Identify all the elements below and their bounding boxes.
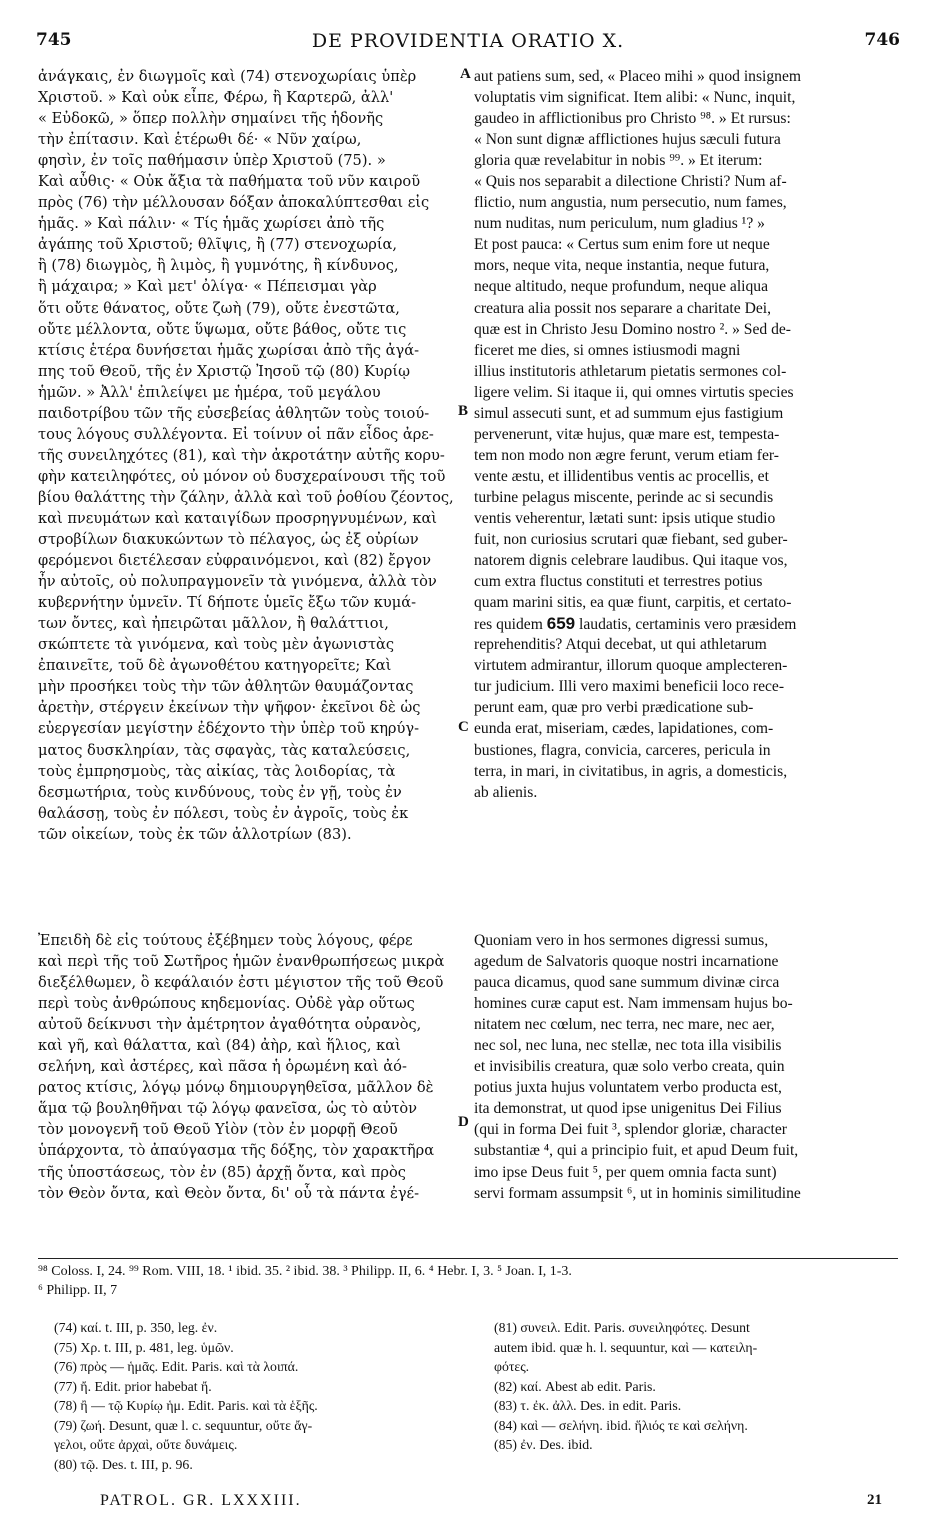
latin-text-line: cum extra fluctus constituti et terrestres potius [474, 573, 763, 591]
greek-text-line: τὴν ἐπίτασιν. Καὶ ἑτέρωθι δέ· « Νῦν χαίρω, [38, 131, 362, 149]
greek-text-line: ἡμῶν. » Ἀλλ' ἐπιλείψει με ἡμέρα, τοῦ μεγάλου [38, 383, 381, 401]
margin-letter-d: D [458, 1114, 469, 1130]
greek-text-line: ἐπαινεῖτε, τοῦ δὲ ἀγωνοθέτου κατηγορεῖτε; Καὶ [38, 657, 392, 675]
greek-text-line: αὐτοῦ δείκνυσι τὴν ἀμέτρητον ἀγαθότητα οὐρανὸς, [38, 1016, 422, 1034]
scripture-footnotes [38, 1262, 898, 1300]
greek-text-line: κυβερνήτην ὑμνεῖν. Τί δήποτε ὑμεῖς ἔξω τῶν κυμά- [38, 594, 417, 612]
latin-text-line: pauca dicamus, quod sane summum divinæ circa [474, 974, 780, 992]
greek-text-line: Καὶ αὖθις· « Οὐκ ἄξια τὰ παθήματα τοῦ νῦν καιροῦ [38, 173, 421, 191]
greek-column-top [38, 66, 456, 845]
latin-text-line: res quidem 659 laudatis, certaminis vero præsidem [474, 614, 797, 634]
latin-text-line: tur judicium. Illi vero maximi beneficii loco rece- [474, 678, 785, 696]
variant-note-line: autem ibid. quæ h. l. sequuntur, καὶ — κατειλη- [494, 1339, 758, 1355]
latin-text-line: simul assecuti sunt, et ad summum ejus fastigium [474, 404, 784, 422]
variant-note-line: (82) καί. Abest ab edit. Paris. [494, 1378, 656, 1394]
greek-text-line: οὔτε μέλλοντα, οὔτε ὕψωμα, οὔτε βάθος, οὔτε τις [38, 320, 407, 338]
latin-text-line: eunda erat, miseriam, cædes, lapidationes, com- [474, 720, 774, 738]
greek-text-line: τὸν μονογενῆ τοῦ Θεοῦ Υἱὸν (τὸν ἐν μορφῇ Θεοῦ [38, 1121, 398, 1139]
sheet-number: 21 [867, 1492, 882, 1508]
latin-text-line: quæ est in Christo Jesu Domino nostro ². » Sed de- [474, 320, 791, 338]
latin-text-line: terra, in mari, in civitatibus, in agris, a domesticis, [474, 762, 788, 780]
latin-text-line: reprehenditis? Atqui decebat, ut qui athletarum [474, 636, 767, 654]
latin-text-line: virtutem admirantur, illorum quoque amplecteren- [474, 657, 788, 675]
variant-note-line: (83) τ. ἐκ. ἀλλ. Des. in edit. Paris. [494, 1398, 682, 1413]
margin-letter-b: B [458, 403, 469, 419]
greek-text-line: ἦν αὐτοῖς, οὐ πολυπραγμονεῖν τὰ γινόμενα, ἀλλὰ τὸν [38, 573, 437, 591]
greek-text-line: πρὸς (76) τὴν μέλλουσαν δόξαν ἀποκαλύπτεσθαι εἰς [38, 194, 430, 212]
greek-text-line: δεσμωτήρια, τοὺς κινδύνους, τοὺς ἐν γῇ, τοὺς ἐν [38, 783, 402, 801]
greek-text-line: καὶ πνευμάτων καὶ καταιγίδων προσρηγνυμένων, καὶ [38, 509, 438, 527]
variant-note-line: (76) πρὸς — ἡμᾶς. Edit. Paris. καὶ τὰ λοιπά. [54, 1359, 299, 1374]
greek-text-line: τῶν οἰκείων, τοὺς ἐκ τῶν ἀλλοτρίων (83). [38, 825, 352, 843]
latin-text-line: (qui in forma Dei fuit ³, splendor gloriæ, character [474, 1121, 787, 1139]
variant-note-line: (80) τῷ. Des. t. III, p. 96. [54, 1456, 193, 1472]
latin-text-line: fuit, non curiosius scrutari quæ fiebant, sed guber- [474, 531, 788, 549]
greek-text-line: πης τοῦ Θεοῦ, τῆς ἐν Χριστῷ Ἰησοῦ τῷ (80) Κυρίῳ [38, 362, 411, 380]
latin-text-line: neque altitudo, neque profundum, neque aliqua [474, 278, 769, 296]
variant-note-line: (78) ἢ — τῷ Κυρίῳ ἡμ. Edit. Paris. καὶ τὰ ἑξῆς. [54, 1398, 318, 1413]
latin-text-line: aut patiens sum, sed, « Placeo mihi » quod insignem [474, 68, 801, 85]
latin-text-line: quam marini sitis, ea quæ fiunt, carpitis, et certato- [474, 594, 792, 612]
greek-text-line: θαλάσσῃ, τοὺς ἐν πόλεσι, τοὺς ἐν ἀγροῖς, τοὺς ἐκ [38, 804, 409, 822]
greek-text-line: « Εὐδοκῶ, » ὅπερ πολλὴν σημαίνει τῆς ἡδονῆς [38, 110, 384, 128]
greek-text-line: των ὄντες, καὶ ἠπειρῶται μᾶλλον, ἢ θαλάττιοι, [38, 615, 389, 633]
latin-text-line: substantiæ ⁴, qui a principio fuit, et apud Deum fuit, [474, 1142, 799, 1160]
greek-text-line: ἢ (78) διωγμὸς, ἢ λιμὸς, ἢ γυμνότης, ἢ κίνδυνος, [38, 257, 399, 275]
latin-text-line: potius juxta hujus voluntatem verbo producta est, [474, 1079, 782, 1097]
right-page-number: 746 [864, 30, 900, 50]
greek-column-bottom [38, 930, 456, 1204]
greek-text-line: φὴν κατειληφότες, οὐ μόνον οὐ δυσχεραίνουσι τῆς τοῦ [38, 467, 446, 485]
greek-text-line: κτίσις ἑτέρα δυνήσεται ἡμᾶς χωρίσαι ἀπὸ τῆς ἀγά- [38, 341, 420, 359]
latin-text-line: Quoniam vero in hos sermones digressi sumus, [474, 932, 769, 949]
greek-text-line: ματος δυσκληρίαν, τὰς σφαγὰς, τὰς καταλεύσεις, [38, 741, 411, 759]
greek-text-line: μὴν προσήκει τοὺς τὴν τῶν ἀθλητῶν θαυμάζοντας [38, 678, 414, 696]
volume-signature: PATROL. GR. LXXXIII. [100, 1492, 302, 1509]
latin-text-line: bustiones, flagra, convicia, carceres, pericula in [474, 741, 771, 759]
left-page-number: 745 [36, 30, 72, 50]
margin-letter-a: A [460, 66, 471, 82]
latin-text-line: « Quis nos separabit a dilectione Christi? Num af- [474, 173, 787, 191]
running-title: DE PROVIDENTIA ORATIO X. [311, 30, 625, 52]
variant-note-line: (81) συνειλ. Edit. Paris. συνειληφότες. Desunt [494, 1320, 750, 1335]
latin-text-line: ficeret me dies, si omnes istiusmodi magni [474, 341, 741, 359]
latin-column-top [474, 66, 894, 803]
latin-text-line: pervenerunt, vitæ hujus, quæ mare est, tempesta- [474, 425, 780, 443]
greek-text-line: τῆς ὑποστάσεως, τὸν ἐν (85) ἀρχῇ ὄντα, καὶ πρὸς [38, 1163, 406, 1181]
latin-text-line: imo ipse Deus fuit ⁵, per quem omnia facta sunt) [474, 1163, 777, 1181]
latin-text-line: ligere velim. Si itaque ii, qui omnes virtutis species [474, 383, 794, 401]
greek-text-line: ἢ μάχαιρα; » Καὶ μετ' ὀλίγα· « Πέπεισμαι γὰρ [38, 278, 377, 296]
latin-text-line: turbine pelagus miscente, perinde ac si secundis [474, 488, 774, 506]
greek-text-line: καὶ περὶ τῆς τοῦ Σωτῆρος ἡμῶν ἐνανθρωπήσεως μικρὰ [38, 953, 445, 971]
column-marker: 659 [546, 614, 576, 634]
latin-text-line: creatura alia possit nos separare a charitate Dei, [474, 299, 771, 317]
variant-notes-left [54, 1318, 474, 1474]
greek-text-line: Χριστοῦ. » Καὶ οὐκ εἶπε, Φέρω, ἢ Καρτερῶ, ἀλλ' [38, 89, 394, 107]
variant-note-line: (75) Χρ. t. III, p. 481, leg. ὑμῶν. [54, 1339, 234, 1355]
greek-text-line: εὐεργεσίαν μεγίστην ἐδέχοντο τὴν ὑπὲρ τοῦ κηρύγ- [38, 720, 420, 738]
latin-text-line: mors, neque vita, neque instantia, neque futura, [474, 257, 770, 275]
variant-note-line: γελοι, οὔτε ἀρχαὶ, οὔτε δυνάμεις. [54, 1437, 238, 1452]
footnote-divider [38, 1258, 898, 1259]
greek-text-line: διεξέλθωμεν, ὃ κεφάλαιόν ἐστι μέγιστον τῆς τοῦ Θεοῦ [38, 974, 444, 992]
margin-letter-c: C [458, 719, 469, 735]
latin-text-line: et invisibilis creatura, quæ solo verbo creata, quin [474, 1058, 785, 1076]
latin-text-line: nitatem nec cœlum, nec terra, nec mare, nec aer, [474, 1016, 775, 1034]
greek-text-line: ἀνάγκαις, ἐν διωγμοῖς καὶ (74) στενοχωρίαις ὑπὲρ [38, 68, 417, 85]
latin-text-line: homines curæ caput est. Nam immensam hujus bo- [474, 995, 793, 1013]
variant-note-line: φότες. [494, 1359, 530, 1374]
variant-note-line: (77) ἤ. Edit. prior habebat ἤ. [54, 1378, 212, 1394]
greek-text-line: βίου θαλάττης τὴν ζάλην, ἀλλὰ καὶ τοῦ ῥοθίου ζέοντος, [38, 488, 454, 506]
variant-note-line: (74) καί. t. III, p. 350, leg. ἐν. [54, 1320, 218, 1335]
greek-text-line: ὅτι οὔτε θάνατος, οὔτε ζωὴ (79), οὔτε ἐνεστῶτα, [38, 299, 400, 317]
latin-text-line: natorem dignis celebrare laudibus. Qui itaque vos, [474, 552, 788, 570]
greek-text-line: φερόμενοι διετέλεσαν εὐφραινόμενοι, καὶ (82) ἔργον [38, 552, 431, 570]
greek-text-line: καὶ γῆ, καὶ θάλαττα, καὶ (84) ἀὴρ, καὶ ἥλιος, καὶ [38, 1037, 401, 1055]
greek-text-line: ἡμᾶς. » Καὶ πάλιν· « Τίς ἡμᾶς χωρίσει ἀπὸ τῆς [38, 215, 385, 233]
latin-text-line: perunt eam, quæ pro verbi prædicatione sub- [474, 699, 754, 717]
greek-text-line: τοὺς ἐμπρησμοὺς, τὰς αἰκίας, τὰς λοιδορίας, τὰ [38, 762, 396, 780]
variant-notes-right [494, 1318, 894, 1455]
latin-text-line: voluptatis vim significat. Item alibi: « Nunc, inquit, [474, 89, 796, 107]
greek-text-line: ρατος κτίσις, λόγῳ μόνῳ δημιουργηθεῖσα, μᾶλλον δὲ [38, 1079, 434, 1097]
latin-column-bottom [474, 930, 894, 1204]
greek-text-line: σελήνη, καὶ ἀστέρες, καὶ πᾶσα ἡ ὁρωμένη καὶ ἀό- [38, 1058, 407, 1076]
greek-text-line: τῆς συνειληχότες (81), καὶ τὴν ἀκροτάτην αὐτῆς κορυ- [38, 446, 445, 464]
greek-text-line: παιδοτρίβου τῶν τῆς εὐσεβείας ἀθλητῶν τοὺς τοιού- [38, 404, 430, 422]
variant-note-line: (84) καὶ — σελήνη. ibid. ἥλιός τε καὶ σελήνη. [494, 1417, 748, 1433]
latin-text-line: agedum de Salvatoris quoque nostri incarnatione [474, 953, 779, 971]
greek-text-line: Ἐπειδὴ δὲ εἰς τούτους ἐξέβημεν τοὺς λόγους, φέρε [38, 932, 413, 949]
latin-text-line: ita demonstrat, ut quod ipse unigenitus Dei Filius [474, 1100, 782, 1118]
latin-text-line: Et post pauca: « Certus sum enim fore ut neque [474, 236, 770, 254]
latin-text-line: ab alienis. [474, 783, 538, 801]
latin-text-line: gloria quæ revelabitur in nobis ⁹⁹. » Et iterum: [474, 152, 763, 170]
latin-text-line: nec sol, nec luna, nec stellæ, nec tota illa visibilis [474, 1037, 782, 1055]
latin-text-line: gaudeo in afflictionibus pro Christo ⁹⁸. » Et rursus: [474, 110, 791, 128]
running-header [36, 30, 900, 60]
greek-text-line: τὸν Θεὸν ὄντα, καὶ Θεὸν ὄντα, δι' οὗ τὰ πάντα ἐγέ- [38, 1184, 420, 1202]
latin-text-line: ventis veherentur, lætati sunt: ipsis utique studio [474, 509, 776, 527]
footnote-line: ⁹⁸ Coloss. I, 24. ⁹⁹ Rom. VIII, 18. ¹ ibid. 35. ² ibid. 38. ³ Philipp. II, 6. ⁴ Hebr. I, 3. ⁵ Joan. I, 1-3. [38, 1264, 572, 1279]
variant-note-line: (79) ζωή. Desunt, quæ l. c. sequuntur, οὔτε ἄγ- [54, 1417, 313, 1433]
greek-text-line: περὶ τοὺς ἀνθρώπους κηδεμονίας. Οὐδὲ γὰρ οὕτως [38, 995, 415, 1013]
greek-text-line: ἅμα τῷ βουληθῆναι τῷ λόγῳ φανεῖσα, ὡς τὸ αὐτὸν [38, 1100, 418, 1118]
variant-note-line: (85) ἐν. Des. ibid. [494, 1437, 593, 1452]
greek-text-line: τους λόγους συλλέγοντα. Εἰ τοίνυν οἱ πᾶν εἶδος ἀρε- [38, 425, 434, 443]
footnote-line: ⁶ Philipp. II, 7 [38, 1283, 118, 1298]
greek-text-line: ὑπάρχοντα, τὸ ἀπαύγασμα τῆς δόξης, τὸν χαρακτῆρα [38, 1142, 435, 1160]
greek-text-line: στροβίλων διακυκώντων τὸ πέλαγος, ὡς ἐξ οὐρίων [38, 531, 419, 549]
latin-text-line: « Non sunt dignæ afflictiones hujus sæculi futura [474, 131, 781, 149]
greek-text-line: ἀγάπης τοῦ Χριστοῦ; θλῖψις, ἢ (77) στενοχωρία, [38, 236, 398, 254]
greek-text-line: ἀρετὴν, στέργειν ἐκείνων τὴν ψῆφον· ἐκεῖνοι δὲ ὡς [38, 699, 421, 717]
latin-text-line: illius institutoris athletarum pietatis sermones col- [474, 362, 787, 380]
latin-text-line: vente æstu, et illidentibus ventis ac procellis, et [474, 467, 769, 485]
latin-text-line: tem non modo non ægre ferunt, verum etiam fer- [474, 446, 779, 464]
latin-text-line: servi formam assumpsit ⁶, ut in hominis similitudine [474, 1184, 801, 1202]
greek-text-line: φησὶν, ἐν τοῖς παθήμασιν ὑπὲρ Χριστοῦ (75). » [38, 152, 386, 170]
greek-text-line: σκώπτετε τὰ γινόμενα, καὶ τοὺς μὲν ἀγωνιστὰς [38, 636, 395, 654]
latin-text-line: flictio, num angustia, num persecutio, num fames, [474, 194, 787, 212]
latin-text-line: num nuditas, num periculum, num gladius ¹? » [474, 215, 765, 233]
